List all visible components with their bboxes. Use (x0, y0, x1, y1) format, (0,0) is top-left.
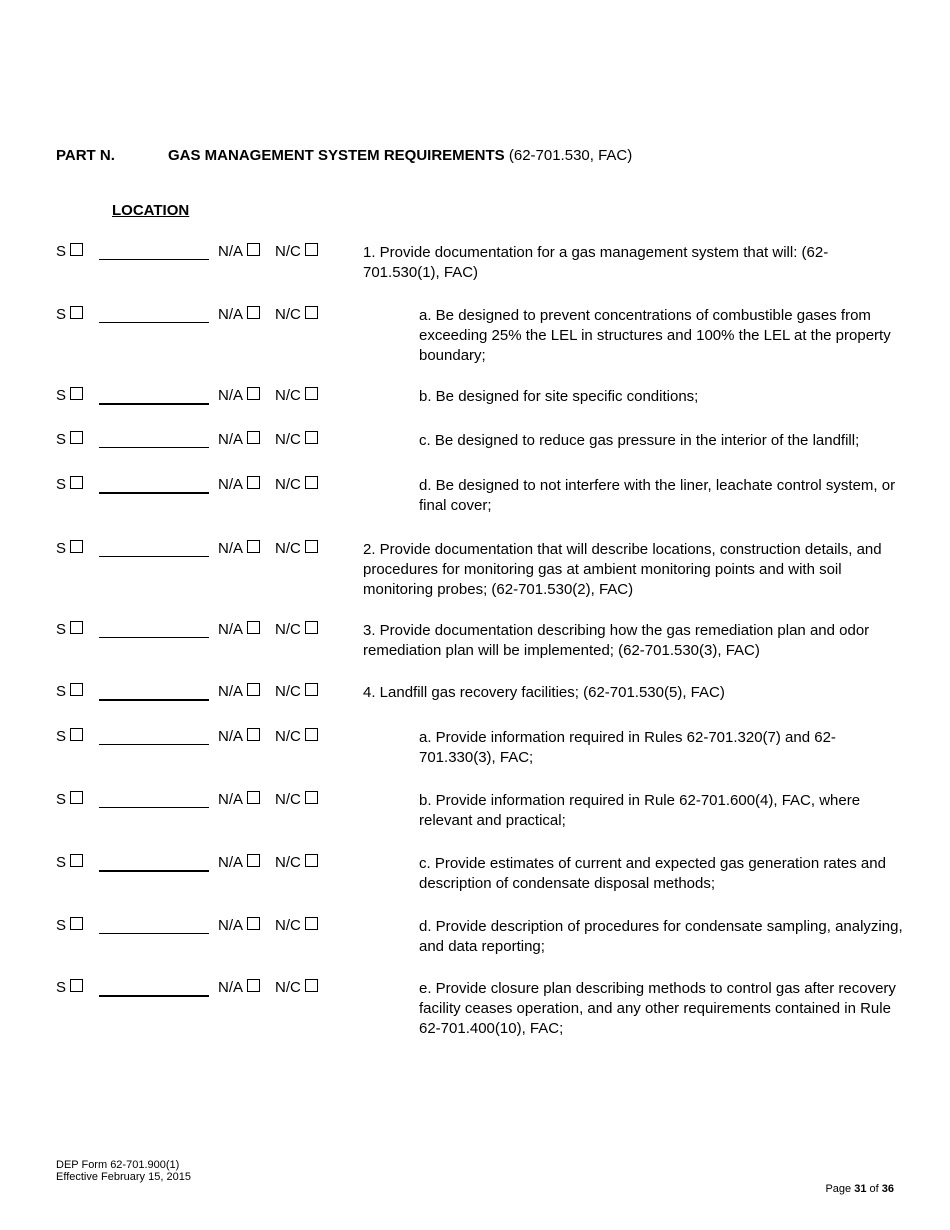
s-checkbox[interactable] (70, 979, 83, 992)
nc-checkbox[interactable] (305, 728, 318, 741)
section-label: LOCATION (112, 202, 190, 219)
na-checkbox[interactable] (247, 306, 260, 319)
location-entry-line[interactable] (99, 807, 209, 808)
requirement-text: e. Provide closure plan describing methods to control gas after recovery facility ceases operation, and any other requirements contained in Rule 62-701.400(10), FAC; (419, 980, 896, 1037)
requirement-text: b. Provide information required in Rule 62-701.600(4), FAC, where relevant and practical; (419, 792, 861, 829)
location-entry-line[interactable] (99, 933, 209, 934)
nc-option: N/C (275, 387, 318, 404)
na-checkbox[interactable] (247, 387, 260, 400)
nc-checkbox[interactable] (305, 243, 318, 256)
na-checkbox[interactable] (247, 979, 260, 992)
location-entry-line[interactable] (99, 556, 209, 557)
na-option: N/A (218, 979, 260, 996)
location-entry-line[interactable] (99, 492, 209, 494)
s-option: S (56, 243, 83, 260)
checklist-row (56, 728, 906, 788)
s-checkbox[interactable] (70, 728, 83, 741)
na-option: N/A (218, 243, 260, 260)
location-entry-line[interactable] (99, 322, 209, 323)
nc-checkbox[interactable] (305, 791, 318, 804)
s-option: S (56, 917, 83, 934)
location-entry-line[interactable] (99, 744, 209, 745)
na-option: N/A (218, 387, 260, 404)
checklist-row (56, 854, 906, 914)
location-entry-line[interactable] (99, 259, 209, 260)
nc-checkbox[interactable] (305, 306, 318, 319)
location-entry-line[interactable] (99, 447, 209, 448)
nc-option: N/C (275, 243, 318, 260)
requirement-text: a. Provide information required in Rules 62-701.320(7) and 62-701.330(3), FAC; (419, 729, 836, 766)
s-option: S (56, 683, 83, 700)
location-entry-line[interactable] (99, 870, 209, 872)
checklist-row (56, 791, 906, 851)
requirement-text: d. Be designed to not interfere with the liner, leachate control system, or final cover; (419, 477, 896, 514)
nc-checkbox[interactable] (305, 683, 318, 696)
page-total: 36 (881, 1183, 894, 1195)
requirement-text: 4. Landfill gas recovery facilities; (62-701.530(5), FAC) (363, 684, 725, 701)
na-checkbox[interactable] (247, 683, 260, 696)
na-checkbox[interactable] (247, 476, 260, 489)
page-number: Page 31 of 36 (825, 1183, 894, 1195)
s-checkbox[interactable] (70, 621, 83, 634)
na-option: N/A (218, 683, 260, 700)
na-option: N/A (218, 728, 260, 745)
s-option: S (56, 854, 83, 871)
na-option: N/A (218, 791, 260, 808)
requirement-text: c. Be designed to reduce gas pressure in the interior of the landfill; (419, 432, 860, 449)
s-option: S (56, 621, 83, 638)
location-entry-line[interactable] (99, 699, 209, 701)
na-checkbox[interactable] (247, 854, 260, 867)
nc-checkbox[interactable] (305, 621, 318, 634)
requirement-text: 2. Provide documentation that will describe locations, construction details, and procedures for monitoring gas at ambient monitoring points and with soil monitoring probes; (62-701.530(2), FAC) (363, 541, 882, 598)
checklist-row (56, 476, 906, 536)
na-option: N/A (218, 621, 260, 638)
checklist-row (56, 917, 906, 977)
form-id: DEP Form 62-701.900(1) (56, 1159, 180, 1171)
checklist-row (56, 621, 906, 681)
s-option: S (56, 387, 83, 404)
nc-option: N/C (275, 306, 318, 323)
nc-checkbox[interactable] (305, 917, 318, 930)
part-heading (56, 147, 632, 164)
requirement-text: 3. Provide documentation describing how the gas remediation plan and odor remediation plan will be implemented; (62-701.530(3), FAC) (363, 622, 870, 659)
na-checkbox[interactable] (247, 728, 260, 741)
na-checkbox[interactable] (247, 540, 260, 553)
na-option: N/A (218, 306, 260, 323)
s-option: S (56, 431, 83, 448)
na-option: N/A (218, 854, 260, 871)
nc-option: N/C (275, 431, 318, 448)
nc-option: N/C (275, 979, 318, 996)
s-checkbox[interactable] (70, 854, 83, 867)
part-reference: (62-701.530, FAC) (504, 147, 633, 164)
s-checkbox[interactable] (70, 540, 83, 553)
s-option: S (56, 306, 83, 323)
s-option: S (56, 540, 83, 557)
effective-date: Effective February 15, 2015 (56, 1171, 191, 1183)
na-checkbox[interactable] (247, 917, 260, 930)
na-checkbox[interactable] (247, 791, 260, 804)
nc-option: N/C (275, 476, 318, 493)
checklist-row (56, 243, 906, 303)
nc-option: N/C (275, 540, 318, 557)
na-option: N/A (218, 476, 260, 493)
nc-checkbox[interactable] (305, 540, 318, 553)
na-option: N/A (218, 540, 260, 557)
checklist-row (56, 979, 906, 1039)
location-entry-line[interactable] (99, 403, 209, 405)
nc-option: N/C (275, 917, 318, 934)
requirement-text: 1. Provide documentation for a gas management system that will: (62-701.530(1), FAC) (363, 244, 829, 281)
s-option: S (56, 728, 83, 745)
part-label: PART N. (56, 147, 115, 164)
nc-option: N/C (275, 683, 318, 700)
nc-checkbox[interactable] (305, 431, 318, 444)
page-current: 31 (854, 1183, 867, 1195)
s-checkbox[interactable] (70, 431, 83, 444)
na-checkbox[interactable] (247, 243, 260, 256)
nc-option: N/C (275, 728, 318, 745)
nc-checkbox[interactable] (305, 476, 318, 489)
na-option: N/A (218, 431, 260, 448)
s-option: S (56, 791, 83, 808)
s-checkbox[interactable] (70, 791, 83, 804)
s-option: S (56, 476, 83, 493)
location-entry-line[interactable] (99, 995, 209, 997)
nc-checkbox[interactable] (305, 854, 318, 867)
s-checkbox[interactable] (70, 387, 83, 400)
nc-option: N/C (275, 621, 318, 638)
s-checkbox[interactable] (70, 243, 83, 256)
checklist-row (56, 540, 906, 600)
requirement-text: a. Be designed to prevent concentrations of combustible gases from exceeding 25% the LEL in structures and 100% the LEL at the property boundary; (419, 307, 891, 364)
na-checkbox[interactable] (247, 621, 260, 634)
location-entry-line[interactable] (99, 637, 209, 638)
nc-checkbox[interactable] (305, 387, 318, 400)
checklist-row (56, 306, 906, 366)
s-checkbox[interactable] (70, 917, 83, 930)
s-checkbox[interactable] (70, 476, 83, 489)
s-checkbox[interactable] (70, 306, 83, 319)
nc-option: N/C (275, 791, 318, 808)
na-option: N/A (218, 917, 260, 934)
part-title: GAS MANAGEMENT SYSTEM REQUIREMENTS (168, 147, 505, 164)
form-footer (56, 1159, 191, 1183)
s-option: S (56, 979, 83, 996)
requirement-text: c. Provide estimates of current and expected gas generation rates and description of condensate disposal methods; (419, 855, 886, 892)
requirement-text: b. Be designed for site specific conditions; (419, 388, 699, 405)
na-checkbox[interactable] (247, 431, 260, 444)
nc-checkbox[interactable] (305, 979, 318, 992)
nc-option: N/C (275, 854, 318, 871)
requirement-text: d. Provide description of procedures for condensate sampling, analyzing, and data reporting; (419, 918, 903, 955)
s-checkbox[interactable] (70, 683, 83, 696)
